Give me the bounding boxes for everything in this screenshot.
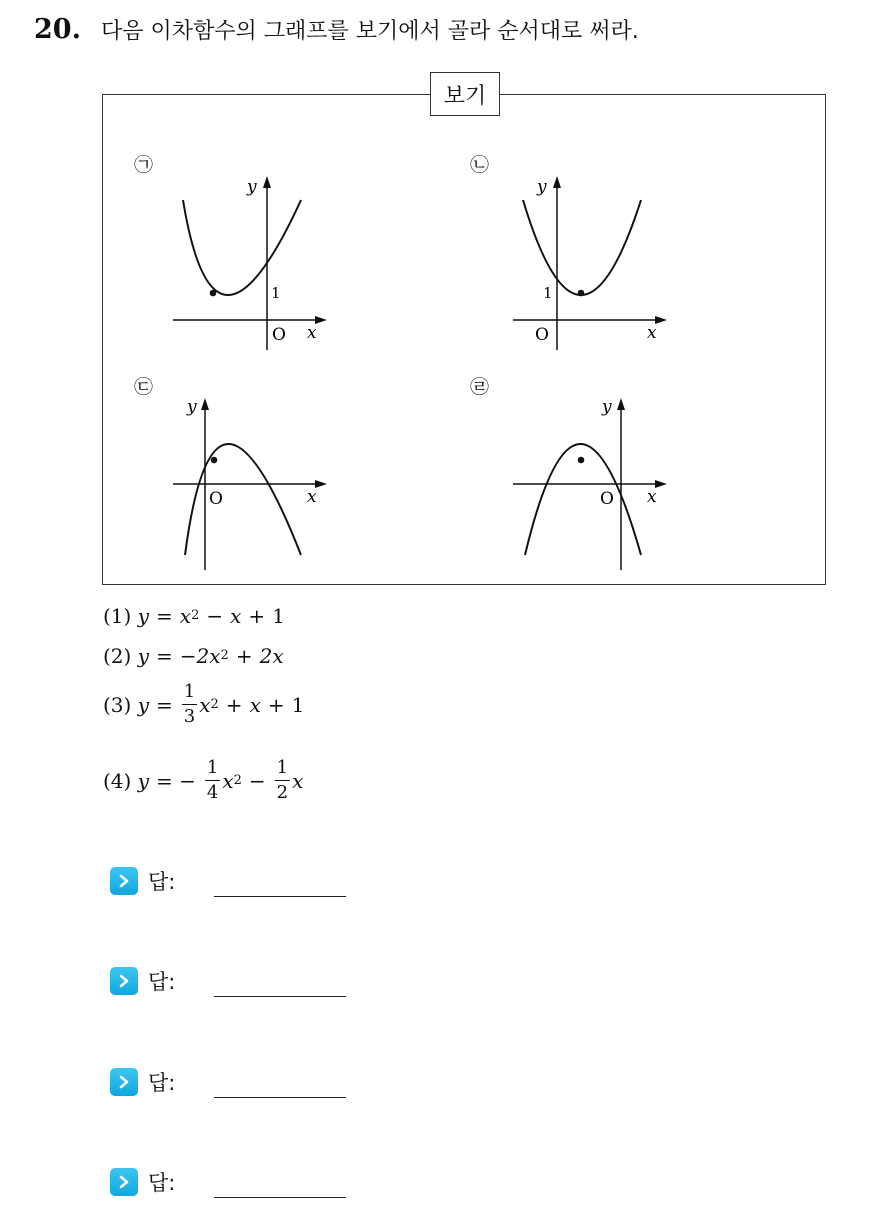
graph-a-tick-1: 1	[271, 284, 281, 302]
answer-row-2	[110, 966, 175, 996]
chevron-right-icon	[110, 1168, 138, 1196]
graph-c-x-arrow	[315, 480, 327, 488]
item-4-p2: x	[292, 768, 304, 793]
item-3-num: (3)	[103, 692, 132, 717]
item-4-op1: −	[248, 768, 266, 793]
item-3-eq: =	[156, 692, 173, 717]
item-1-eq: =	[156, 604, 173, 628]
graph-a-y-arrow	[263, 176, 271, 188]
graph-a-y-label: y	[247, 177, 257, 197]
answer-label: 답:	[148, 1071, 176, 1095]
answer-label: 답:	[148, 870, 176, 894]
item-4-fraction-1	[205, 759, 220, 802]
answer-blank-1[interactable]	[214, 896, 346, 897]
graph-d	[505, 390, 680, 575]
item-2: (2) y = −2x 2 + 2x	[103, 644, 284, 668]
item-2-op1: +	[235, 644, 253, 668]
answer-row-1	[110, 866, 175, 896]
item-2-num: (2)	[103, 644, 132, 668]
answer-label: 답:	[148, 970, 176, 994]
graph-a-origin: O	[272, 325, 286, 345]
graph-c-origin: O	[209, 489, 223, 509]
item-4-frac2-den: 2	[276, 782, 289, 803]
graph-c-y-arrow	[201, 398, 209, 410]
graph-d-vertex	[578, 457, 585, 464]
item-3-fraction	[182, 683, 197, 726]
graph-b-curve	[523, 200, 641, 295]
item-2-y: y	[137, 644, 150, 668]
item-2-eq: =	[156, 644, 173, 668]
answer-blank-2[interactable]	[214, 996, 346, 997]
item-3-p2: x	[249, 692, 261, 717]
answer-row-4	[110, 1167, 175, 1197]
answer-blank-4[interactable]	[214, 1197, 346, 1198]
chevron-right-icon	[110, 867, 138, 895]
graph-b-origin: O	[535, 325, 549, 345]
item-4-eq: = −	[156, 768, 196, 793]
item-4-frac1-num: 1	[206, 757, 219, 778]
graph-b-y-label: y	[537, 177, 547, 197]
graph-label-a: ㉠	[134, 154, 154, 176]
item-1-op1: −	[206, 604, 224, 628]
graph-a-curve	[183, 200, 301, 295]
item-4-num: (4)	[103, 768, 132, 793]
question-text: 다음 이차함수의 그래프를 보기에서 골라 순서대로 써라.	[100, 19, 639, 44]
item-1-p2: x	[230, 604, 242, 628]
item-4-y: y	[137, 768, 150, 793]
item-1: (1) y = x 2 − x + 1	[103, 604, 285, 628]
chevron-right-icon	[110, 1068, 138, 1096]
item-4-frac1-den: 4	[206, 782, 219, 803]
item-3-y: y	[137, 692, 150, 717]
graph-c	[165, 390, 340, 575]
graph-c-vertex	[211, 457, 218, 464]
graph-b-y-arrow	[553, 176, 561, 188]
item-4-frac2-num: 1	[276, 757, 289, 778]
item-1-op2: +	[248, 604, 266, 628]
question-number: 20.	[34, 14, 81, 45]
graph-d-x-arrow	[655, 480, 667, 488]
answer-blank-3[interactable]	[214, 1097, 346, 1098]
item-4-p1: x	[222, 768, 234, 793]
item-3-frac-den: 3	[183, 706, 196, 727]
bogi-label: 보기	[430, 72, 500, 116]
answer-row-3	[110, 1067, 175, 1097]
item-3: (3) y = $\frac{1}{3}$ x 2 + x + 1	[103, 681, 305, 727]
item-3-frac-num: 1	[183, 681, 196, 702]
item-3-op1: +	[225, 692, 243, 717]
answer-label: 답:	[148, 1171, 176, 1195]
graph-a	[165, 170, 340, 350]
item-3-p3: 1	[291, 692, 305, 717]
graph-b-x-label: x	[647, 323, 657, 343]
graph-c-x-label: x	[307, 487, 317, 507]
graph-a-vertex	[210, 290, 217, 297]
item-1-p1: x	[179, 604, 192, 628]
graph-label-d: ㉣	[470, 376, 490, 398]
graph-b	[505, 170, 680, 350]
graph-d-y-label: y	[602, 397, 612, 417]
item-4-fraction-2	[275, 759, 290, 802]
graph-c-y-label: y	[187, 397, 197, 417]
graph-a-x-label: x	[307, 323, 317, 343]
graph-b-x-arrow	[655, 316, 667, 324]
graph-a-x-arrow	[315, 316, 327, 324]
graph-label-b: ㉡	[470, 154, 490, 176]
item-3-p1: x	[199, 692, 211, 717]
graph-label-c: ㉢	[134, 376, 154, 398]
graph-d-origin: O	[600, 489, 614, 509]
question-header	[34, 14, 639, 45]
item-1-num: (1)	[103, 604, 132, 628]
item-2-p1: −2x	[179, 644, 221, 668]
graph-b-vertex	[578, 290, 585, 297]
chevron-right-icon	[110, 967, 138, 995]
item-1-p3: 1	[272, 604, 285, 628]
item-4: (4) y = − $\frac{1}{4}$ x 2 − $\frac{1}{2}$ x	[103, 757, 304, 803]
item-1-y: y	[137, 604, 150, 628]
graph-b-tick-1: 1	[543, 284, 553, 302]
graph-d-x-label: x	[647, 487, 657, 507]
item-3-op2: +	[267, 692, 285, 717]
graph-c-curve	[185, 444, 301, 555]
graph-d-y-arrow	[617, 398, 625, 410]
item-2-p2: 2x	[259, 644, 284, 668]
